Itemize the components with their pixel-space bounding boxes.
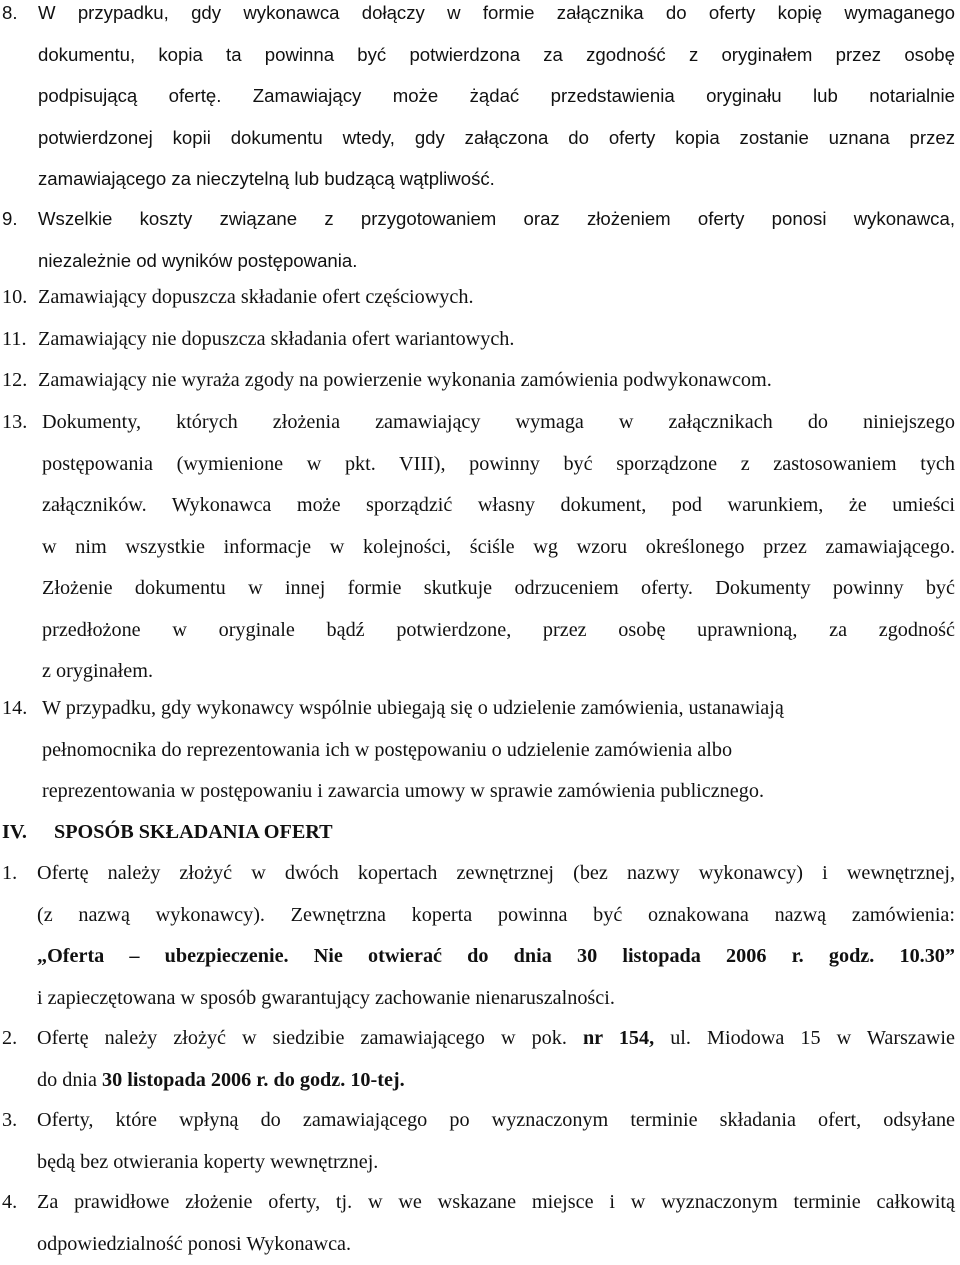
item-number: 13. — [2, 402, 27, 444]
item-text — [42, 402, 955, 693]
text-line: potwierdzonej kopii dokumentu wtedy, gdy załączona do oferty kopia zostanie uznana przez — [38, 117, 955, 159]
text-line: podpisującą ofertę. Zamawiający może żądać przedstawienia oryginału lub notarialnie — [38, 75, 955, 117]
item-number: 11. — [2, 319, 27, 361]
text-line: załączników. Wykonawca może sporządzić własny dokument, pod warunkiem, że umieści — [42, 485, 955, 527]
text-line: przedłożone w oryginale bądź potwierdzone, przez osobę uprawnioną, za zgodność — [42, 610, 955, 652]
item-text — [37, 853, 955, 1019]
text-line: Zamawiający dopuszcza składanie ofert częściowych. — [38, 277, 955, 319]
text-line: Zamawiający nie dopuszcza składania ofert wariantowych. — [38, 319, 955, 361]
text-line: i zapieczętowana w sposób gwarantujący zachowanie nienaruszalności. — [37, 978, 955, 1020]
text-line: pełnomocnika do reprezentowania ich w postępowaniu o udzielenie zamówienia albo — [42, 730, 912, 772]
text-line: w nim wszystkie informacje w kolejności, ściśle wg wzoru określonego przez zamawiającego. — [42, 527, 955, 569]
text-line: niezależnie od wyników postępowania. — [38, 240, 955, 282]
text-run: ul. Miodowa 15 w Warszawie — [654, 1027, 955, 1049]
text-line: Dokumenty, których złożenia zamawiający wymaga w załącznikach do niniejszego — [42, 402, 955, 444]
text-line: dokumentu, kopia ta powinna być potwierdzona za zgodność z oryginałem przez osobę — [38, 34, 955, 76]
section-number: IV. — [0, 812, 54, 854]
item-text — [38, 319, 955, 361]
text-line: Oferty, które wpłyną do zamawiającego po wyznaczonym terminie składania ofert, odsyłane — [37, 1100, 955, 1142]
text-line: odpowiedzialność ponosi Wykonawca. — [37, 1224, 955, 1265]
text-line: Złożenie dokumentu w innej formie skutkuje odrzuceniem oferty. Dokumenty powinny być — [42, 568, 955, 610]
item-number: 9. — [2, 198, 18, 240]
text-line: (z nazwą wykonawcy). Zewnętrzna koperta powinna być oznakowana nazwą zamówienia: — [37, 895, 955, 937]
text-line: Wszelkie koszty związane z przygotowaniem oraz złożeniem oferty ponosi wykonawca, — [38, 198, 955, 240]
text-line — [37, 1018, 955, 1060]
item-text — [38, 277, 955, 319]
text-line: z oryginałem. — [42, 651, 955, 693]
item-number: 10. — [2, 277, 27, 319]
item-text — [38, 198, 955, 281]
item-text — [38, 0, 955, 200]
item-number: 8. — [2, 0, 18, 34]
item-number: 14. — [2, 688, 27, 730]
text-line: Za prawidłowe złożenie oferty, tj. w we wskazane miejsce i w wyznaczonym terminie całkowitą — [37, 1182, 955, 1224]
item-text — [37, 1182, 955, 1265]
room-number: nr 154, — [583, 1027, 654, 1049]
item-number: 12. — [2, 360, 27, 402]
text-run: do dnia — [37, 1069, 102, 1091]
text-line: Ofertę należy złożyć w dwóch kopertach zewnętrznej (bez nazwy wykonawcy) i wewnętrznej, — [37, 853, 955, 895]
text-line: postępowania (wymienione w pkt. VIII), powinny być sporządzone z zastosowaniem tych — [42, 444, 955, 486]
text-run: Ofertę należy złożyć w siedzibie zamawiającego w pok. — [37, 1027, 583, 1049]
item-number: 2. — [2, 1018, 17, 1060]
text-line: W przypadku, gdy wykonawcy wspólnie ubiegają się o udzielenie zamówienia, ustanawiają — [42, 688, 912, 730]
text-line: W przypadku, gdy wykonawca dołączy w formie załącznika do oferty kopię wymaganego — [38, 0, 955, 34]
item-text — [37, 1018, 955, 1101]
item-text — [42, 688, 912, 813]
item-text — [37, 1100, 955, 1183]
item-number: 1. — [2, 853, 17, 895]
deadline: 30 listopada 2006 r. do godz. 10-tej. — [102, 1069, 405, 1091]
text-line: „Oferta – ubezpieczenie. Nie otwierać do dnia 30 listopada 2006 r. godz. 10.30” — [37, 936, 955, 978]
text-line: będą bez otwierania koperty wewnętrznej. — [37, 1142, 955, 1184]
section-heading — [0, 812, 333, 854]
text-line — [37, 1060, 955, 1102]
text-line: Zamawiający nie wyraża zgody na powierzenie wykonania zamówienia podwykonawcom. — [38, 360, 955, 402]
item-text — [38, 360, 955, 402]
item-number: 4. — [2, 1182, 17, 1224]
item-number: 3. — [2, 1100, 17, 1142]
section-title: SPOSÓB SKŁADANIA OFERT — [54, 821, 333, 843]
text-line: reprezentowania w postępowaniu i zawarcia umowy w sprawie zamówienia publicznego. — [42, 771, 912, 813]
text-line: zamawiającego za nieczytelną lub budzącą wątpliwość. — [38, 158, 955, 200]
